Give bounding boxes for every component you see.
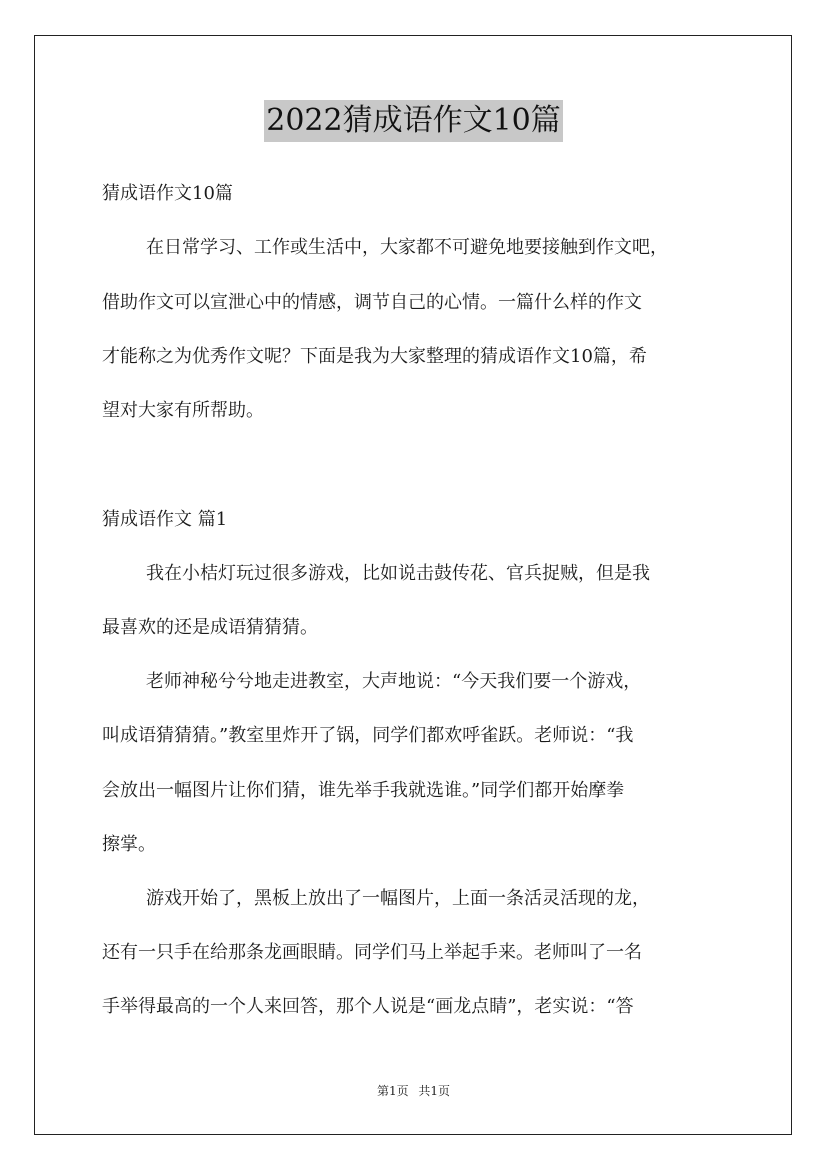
intro-line: 在日常学习、工作或生活中，大家都不可避免地要接触到作文吧， bbox=[146, 237, 668, 258]
title-container bbox=[0, 100, 827, 142]
paragraph-line: 游戏开始了，黑板上放出了一幅图片，上面一条活灵活现的龙， bbox=[146, 888, 650, 909]
paragraph-line: 手举得最高的一个人来回答，那个人说是“画龙点睛”，老实说：“答 bbox=[102, 996, 634, 1017]
paragraph-line: 老师神秘兮兮地走进教室，大声地说：“今天我们要一个游戏， bbox=[146, 671, 642, 692]
subtitle: 猜成语作文10篇 bbox=[102, 183, 233, 204]
paragraph-line: 会放出一幅图片让你们猜，谁先举手我就选谁。”同学们都开始摩拳 bbox=[102, 780, 625, 801]
paragraph-line: 最喜欢的还是成语猜猜猜。 bbox=[102, 617, 318, 638]
page-total: 共1页 bbox=[418, 1084, 451, 1098]
paragraph-line: 擦掌。 bbox=[102, 834, 156, 855]
section-heading: 猜成语作文 篇1 bbox=[102, 509, 228, 530]
paragraph-line: 我在小桔灯玩过很多游戏，比如说击鼓传花、官兵捉贼，但是我 bbox=[146, 563, 650, 584]
paragraph-line: 叫成语猜猜猜。”教室里炸开了锅，同学们都欢呼雀跃。老师说：“我 bbox=[102, 725, 634, 746]
intro-line: 望对大家有所帮助。 bbox=[102, 400, 264, 421]
page-footer bbox=[0, 1083, 827, 1099]
intro-line: 才能称之为优秀作文呢？下面是我为大家整理的猜成语作文10篇，希 bbox=[102, 346, 647, 367]
document-title: 2022猜成语作文10篇 bbox=[264, 100, 563, 142]
page-number: 第1页 bbox=[376, 1084, 409, 1098]
paragraph-line: 还有一只手在给那条龙画眼睛。同学们马上举起手来。老师叫了一名 bbox=[102, 942, 642, 963]
intro-line: 借助作文可以宣泄心中的情感，调节自己的心情。一篇什么样的作文 bbox=[102, 292, 642, 313]
